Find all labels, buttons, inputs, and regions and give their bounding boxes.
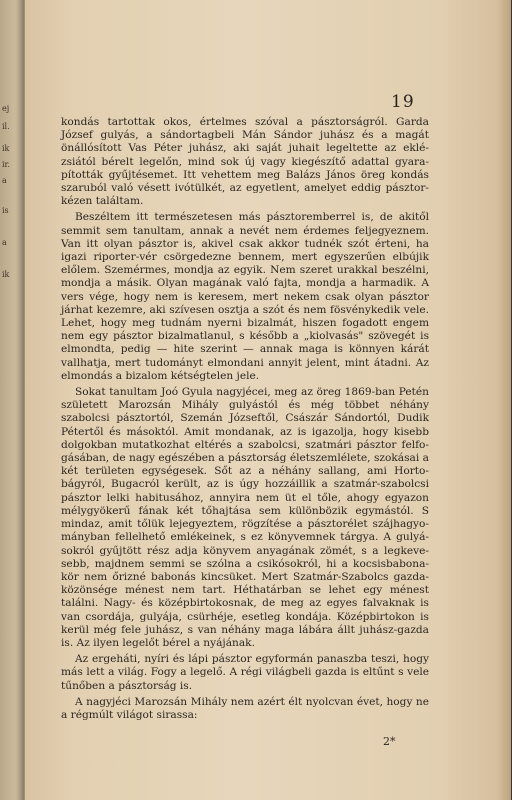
left-page-fragment: ik	[2, 270, 10, 279]
left-page-fragment: ik	[2, 144, 10, 153]
paragraph: kondás tartottak okos, értelmes szóval a pásztorságról. Garda József gulyás, a sándortagbeli Mán Sándor juhász és a magát önállósított Vas Péter juhász, aki saját juhait legeltette az eklé-zsiától bérelt legelőn, mind sok új vagy kiegészítő adattal gyara-pították gyűjtésemet. Itt vehettem meg Balázs János öreg kondás szaruból való vésett ivótülkét, az egyetlent, amelyet eddig pásztor-kézen találtam.	[61, 116, 429, 208]
paragraph: Sokat tanultam Joó Gyula nagyjécei, meg az öreg 1869-ban Petén született Marozsán Mihály gulyástól és még többet néhány szabolcsi pásztortól, Szemán Józseftől, Császár Sándortól, Dudik Pétertől és másoktól. Amit mondanak, az is igazolja, hogy kisebb dolgokban mutatkozhat eltérés a szabolcsi, szatmári pásztor felfo-gásában, de nagy egészében a pásztorság életszemlélete, szokásai a két területen egységesek. Sőt az a néhány sallang, ami Horto-bágyról, Bugacról került, az is úgy hozzáillik a szatmár-szabolcsi pásztor lelki habitusához, annyira nem üt el tőle, ahogy egyazon mélygyökerű fának két tőhajtása sem különbözik egymástól. S mindaz, amit tőlük lejegyeztem, rögzítése a pásztorélet szájhagyo-mányban fellelhető emlékeinek, s ez könyvemnek tárgya. A gulyá-sokról gyűjtött rész adja könyvem anyagának zömét, s a legkeve-sebb, majdnem semmi se szólna a csikósokról, hi a kocsisbabona-kör nem őrizné babonás kincsüket. Mert Szatmár-Szabolcs gazda-közönsége ménest nem tart. Héthatárban se lehet egy ménest találni. Nagy- és középbirtokosnak, de meg az egyes falvaknak is van csordája, gulyája, csürhéje, esetleg kondája. Középbirtokon is kerül még fele juhász, s van néhány maga lábára állt juhász-gazda is. Az ilyen legelőt bérel a nyájának.	[61, 386, 429, 649]
left-page-fragment: il.	[2, 122, 10, 131]
page-number: 19	[391, 92, 415, 112]
paragraph: Az ergeháti, nyíri és lápi pásztor egyformán panaszba teszi, hogy más lett a világ. Fogy a legelő. A régi világbeli gazda is eltűnt s vele tűnőben a pásztorság is.	[61, 653, 429, 692]
book-page	[24, 0, 511, 800]
left-page-fragment: a	[2, 238, 7, 247]
page-edge-shadow	[497, 0, 511, 800]
signature-mark: 2*	[383, 735, 396, 748]
page-text	[61, 116, 429, 725]
left-page-fragment: a	[2, 176, 7, 185]
left-page-fragment: ej	[2, 104, 10, 113]
left-page-fragment: ir.	[2, 160, 11, 169]
paragraph: Beszéltem itt természetesen más pásztoremberrel is, de akitől semmit sem tanultam, annak a nevét nem érdemes feljegyeznem. Van itt olyan pásztor is, akivel csak akkor tudnék szót érteni, ha igazi riporter-vér csörgedezne bennem, mert egyszerűen elbújik előlem. Szemérmes, mondja az egyik. Nem szeret urakkal beszélni, mondja a másik. Olyan magának való fajta, mondja a harmadik. A vers vége, hogy nem is keresem, mert nekem csak olyan pásztor járhat kezemre, aki szívesen osztja a szót és nem fösvénykedik vele. Lehet, hogy meg tudnám nyerni bizalmát, hiszen fogadott engem nem egy pásztor bizalmatlanul, s később a „kiolvasás" szövegét is elmondta, pedig — hite szerint — annak maga is könnyen kárát vallhatja, mert tudományt elmondani annyit jelent, mint átadni. Az elmondás a bizalom kétségtelen jele.	[61, 211, 429, 382]
left-page-fragment: is	[2, 206, 9, 215]
paragraph: A nagyjéci Marozsán Mihály nem azért élt nyolcvan évet, hogy ne a régmúlt világot sirassa:	[61, 695, 429, 721]
left-page-edge	[0, 0, 26, 800]
